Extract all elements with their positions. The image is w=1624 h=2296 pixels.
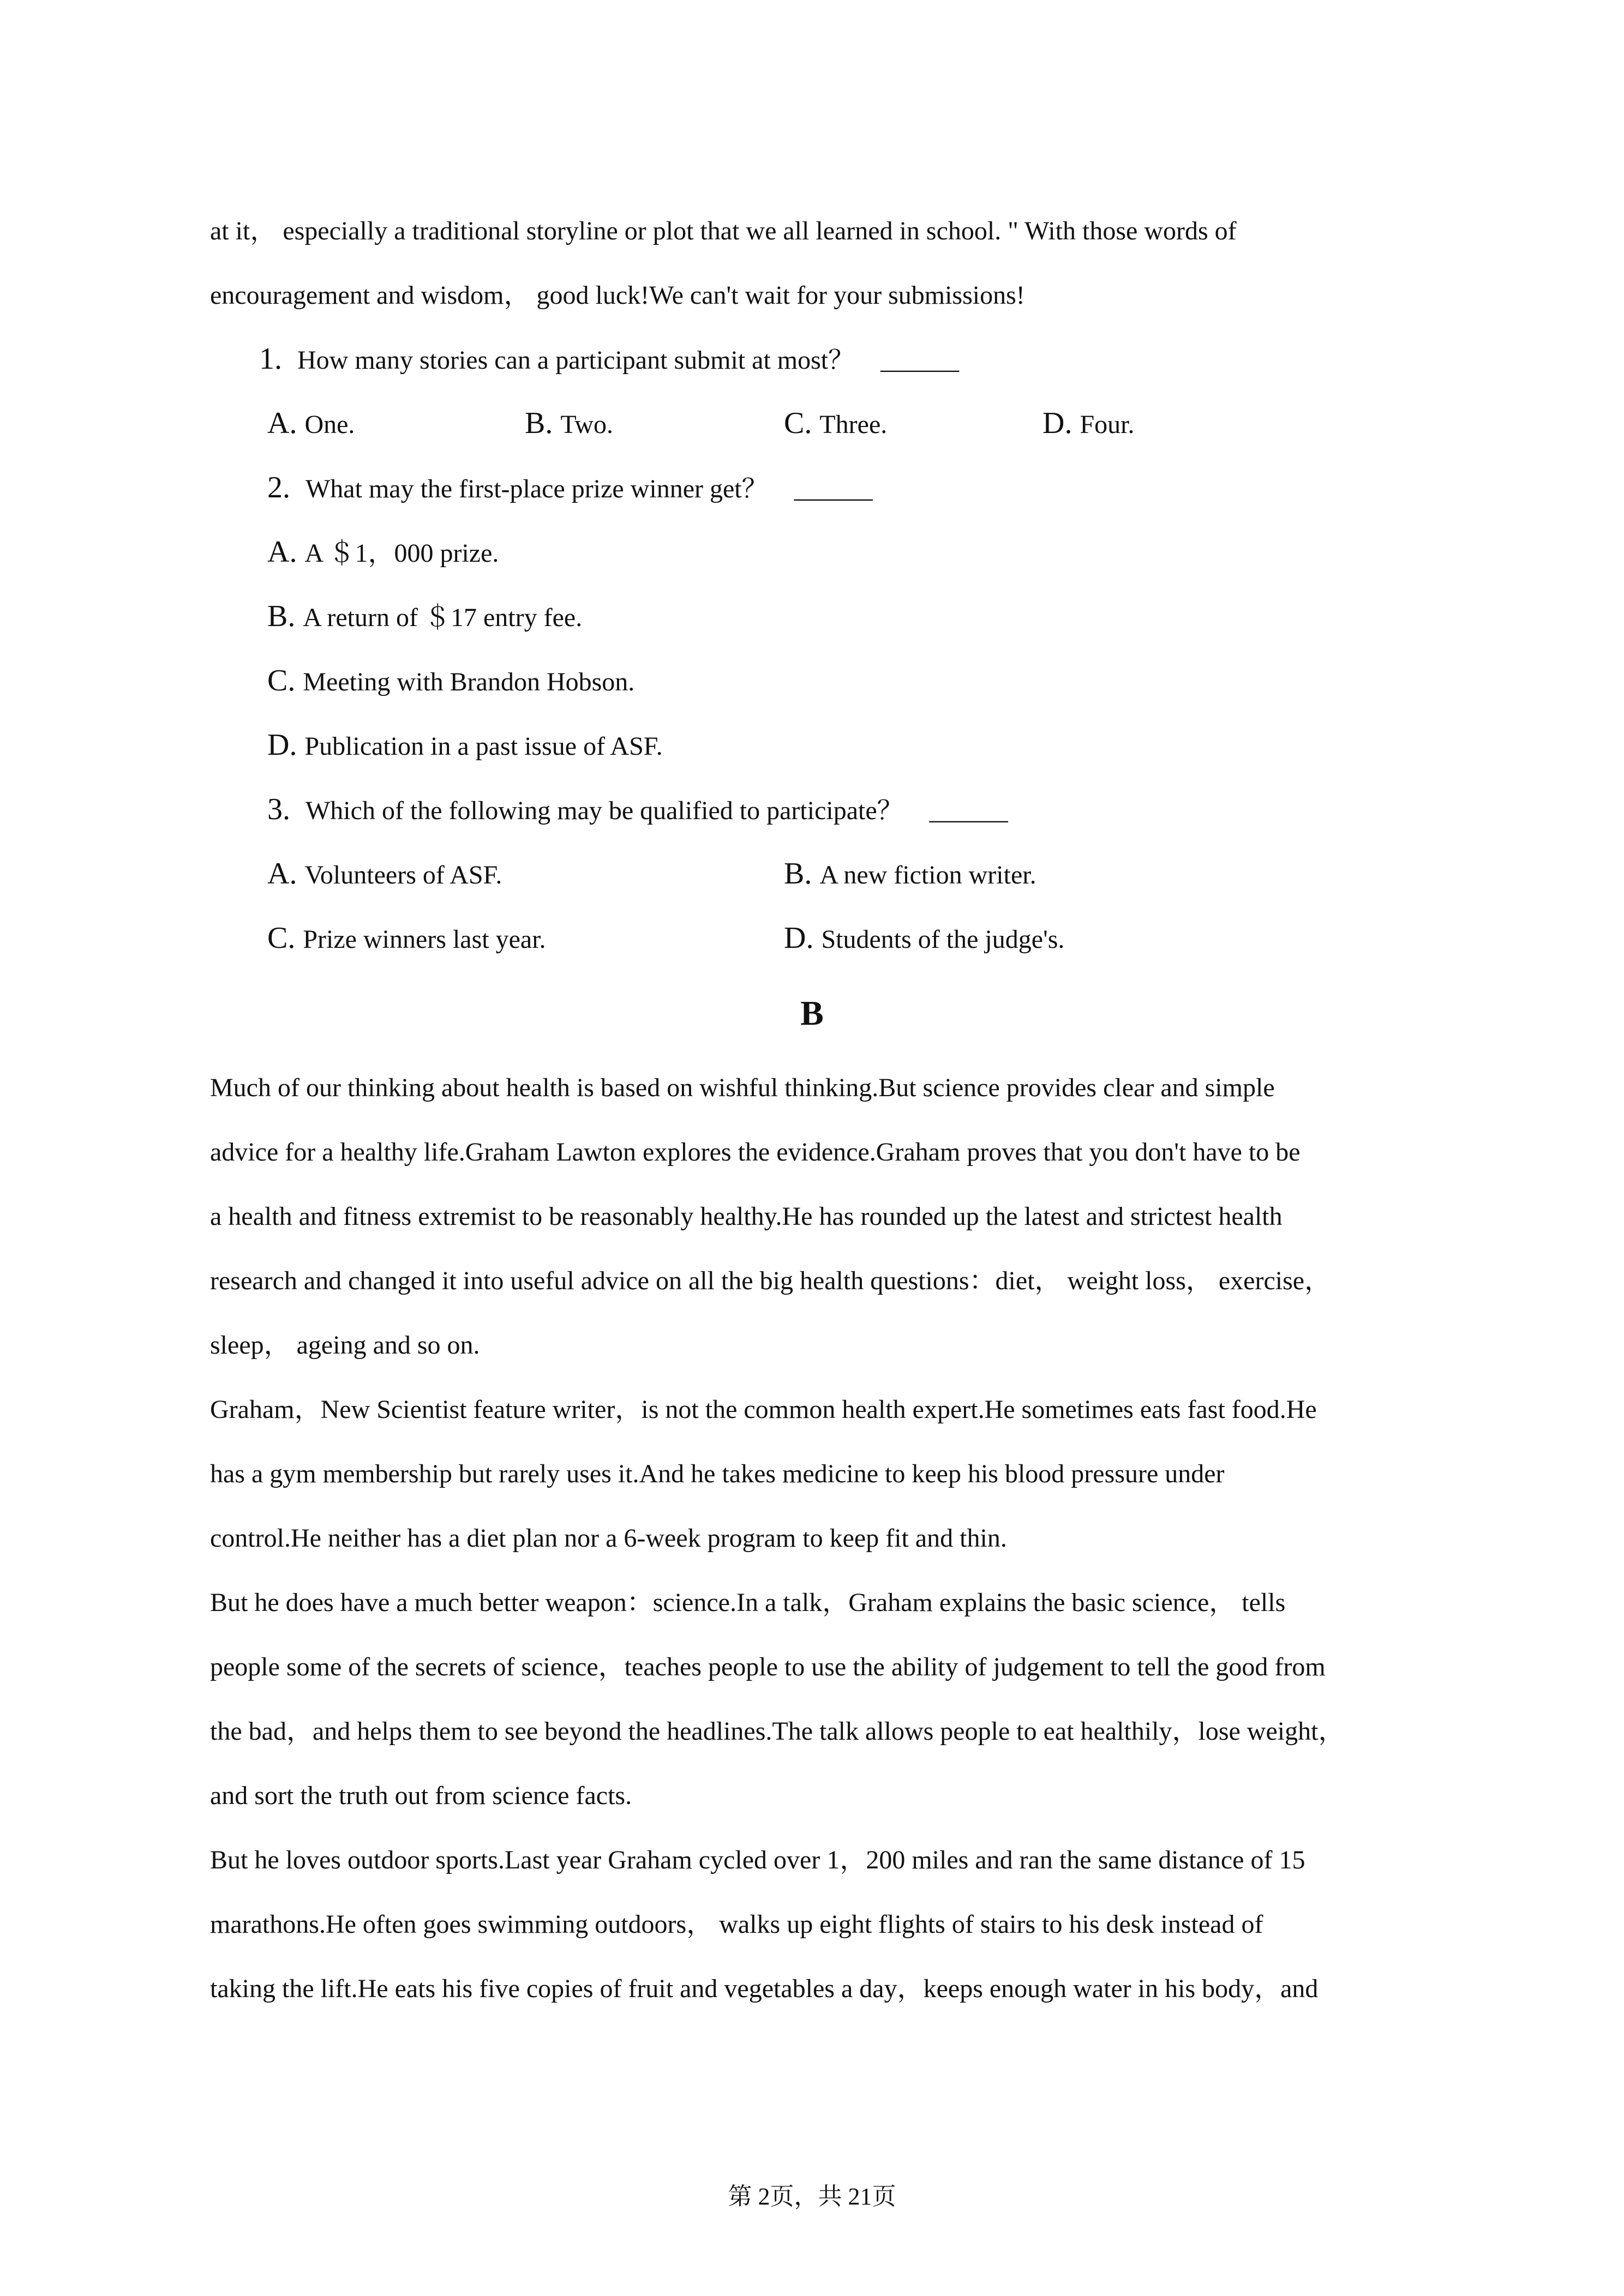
option-3c[interactable]	[267, 921, 546, 957]
passage-b-line: But he does have a much better weapon：science.In a talk，Graham explains the basic science， tells	[210, 1588, 1286, 1617]
passage-b-line: people some of the secrets of science，teaches people to use the ability of judgement to tell the good from	[210, 1652, 1326, 1681]
option-letter: A.	[267, 857, 297, 891]
option-letter: D.	[784, 921, 814, 955]
question-2	[267, 470, 873, 507]
option-2c[interactable]	[267, 663, 634, 700]
option-letter: B.	[267, 599, 296, 633]
option-text: A ＄1，000 prize.	[304, 539, 499, 568]
section-title: B	[800, 994, 824, 1032]
option-letter: B.	[525, 406, 553, 440]
passage-b-line: Much of our thinking about health is based on wishful thinking.But science provides clear and simple	[210, 1073, 1275, 1102]
option-text: A new fiction writer.	[819, 861, 1036, 889]
option-text: One.	[304, 410, 355, 439]
passage-b-line: marathons.He often goes swimming outdoors， walks up eight flights of stairs to his desk instead of	[210, 1910, 1263, 1939]
option-text: Three.	[819, 410, 888, 439]
option-1c[interactable]	[784, 406, 887, 442]
option-text: Volunteers of ASF.	[304, 861, 502, 889]
option-text: Four.	[1080, 410, 1135, 439]
page-footer: 第 2页，共 21页	[728, 2183, 896, 2210]
passage-a-line: encouragement and wisdom， good luck!We can't wait for your submissions!	[210, 281, 1025, 310]
passage-b-line: a health and fitness extremist to be reasonably healthy.He has rounded up the latest and strictest health	[210, 1202, 1283, 1231]
option-letter: A.	[267, 535, 297, 569]
option-text: Prize winners last year.	[303, 925, 546, 954]
question-number: 3.	[267, 792, 290, 826]
option-2a[interactable]	[267, 534, 499, 571]
passage-a-line: at it， especially a traditional storyline or plot that we all learned in school. " With those words of	[210, 217, 1237, 245]
option-3d[interactable]	[784, 921, 1064, 957]
passage-b-line: taking the lift.He eats his five copies of fruit and vegetables a day，keeps enough water in his body，and	[210, 1974, 1319, 2003]
option-letter: C.	[267, 921, 296, 955]
question-text: How many stories can a participant submit at most？	[297, 346, 855, 375]
option-3a[interactable]	[267, 856, 502, 893]
option-letter: C.	[784, 406, 812, 440]
passage-b-line: control.He neither has a diet plan nor a 6-week program to keep fit and thin.	[210, 1524, 1007, 1553]
option-1b[interactable]	[525, 406, 613, 442]
option-1d[interactable]	[1042, 406, 1134, 442]
passage-b-line: research and changed it into useful advice on all the big health questions：diet， weight loss， exercise，	[210, 1266, 1331, 1295]
answer-blank[interactable]: ______	[794, 474, 873, 503]
question-text: Which of the following may be qualified to participate？	[305, 796, 903, 825]
option-letter: D.	[1042, 406, 1072, 440]
passage-b-line: But he loves outdoor sports.Last year Graham cycled over 1，200 miles and ran the same distance of 15	[210, 1846, 1305, 1874]
passage-b-line: sleep， ageing and so on.	[210, 1331, 480, 1360]
option-text: Students of the judge's.	[821, 925, 1065, 954]
option-letter: C.	[267, 664, 296, 698]
question-1	[259, 341, 959, 378]
option-letter: D.	[267, 728, 297, 762]
question-text: What may the first-place prize winner get？	[305, 474, 768, 503]
question-number: 2.	[267, 471, 290, 504]
answer-blank[interactable]: ______	[929, 796, 1008, 825]
option-2b[interactable]	[267, 599, 582, 635]
option-text: Publication in a past issue of ASF.	[304, 732, 663, 761]
option-letter: B.	[784, 857, 812, 891]
option-text: Meeting with Brandon Hobson.	[303, 668, 635, 696]
option-text: A return of ＄17 entry fee.	[303, 603, 583, 632]
passage-b-line: the bad，and helps them to see beyond the headlines.The talk allows people to eat healthily，lose weight，	[210, 1717, 1345, 1746]
passage-b-line: has a gym membership but rarely uses it.And he takes medicine to keep his blood pressure under	[210, 1459, 1225, 1488]
question-number: 1.	[259, 342, 282, 376]
option-3b[interactable]	[784, 856, 1036, 893]
option-1a[interactable]	[267, 406, 355, 442]
option-2d[interactable]	[267, 728, 663, 764]
answer-blank[interactable]: ______	[880, 346, 960, 375]
passage-b-line: and sort the truth out from science facts.	[210, 1781, 632, 1810]
option-letter: A.	[267, 406, 297, 440]
passage-b-line: advice for a healthy life.Graham Lawton explores the evidence.Graham proves that you don't have to be	[210, 1138, 1301, 1167]
option-text: Two.	[560, 410, 613, 439]
question-3	[267, 792, 1008, 828]
passage-b-line: Graham，New Scientist feature writer，is not the common health expert.He sometimes eats fast food.He	[210, 1395, 1317, 1424]
